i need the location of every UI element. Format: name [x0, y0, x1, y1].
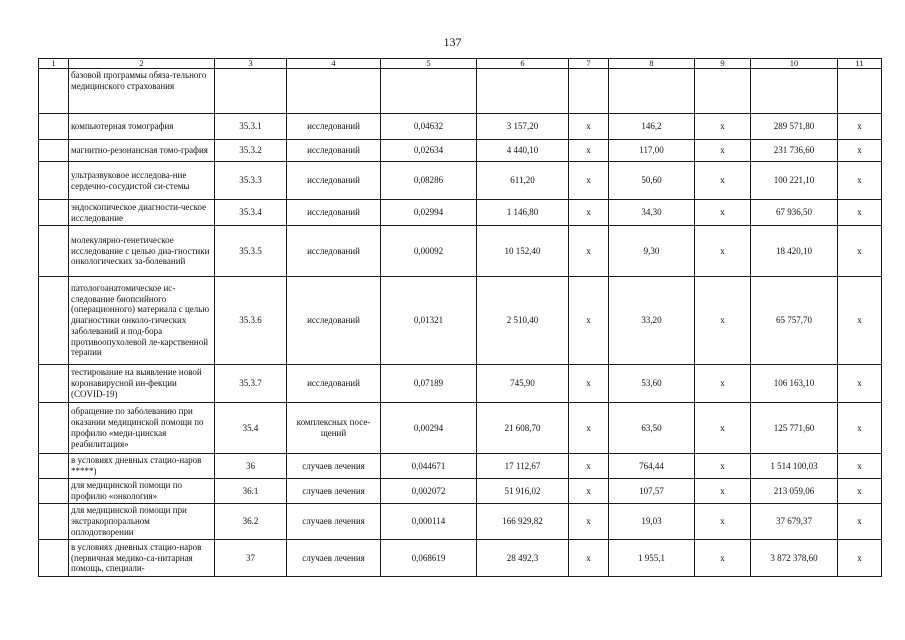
table-cell: 3 872 378,60: [751, 540, 838, 577]
header-row: [39, 59, 882, 69]
table-row: [39, 200, 882, 226]
table-cell: 231 736,60: [751, 140, 838, 162]
row-name-cell: ультразвуковое исследова-ние сердечно-сосудистой си-стемы: [69, 162, 215, 200]
table-cell: x: [838, 277, 882, 365]
row-name-cell: молекулярно-генетическое исследование с целью диа-гностики онкологических за-болеваний: [69, 226, 215, 277]
table-cell: исследований: [287, 140, 381, 162]
table-cell: x: [695, 540, 751, 577]
col-header: 11: [838, 59, 882, 69]
row-name-cell: в условиях дневных стацио-наров *****): [69, 454, 215, 479]
row-name-cell: компьютерная томография: [69, 114, 215, 140]
table-cell: [39, 277, 69, 365]
table-cell: [39, 479, 69, 504]
table-cell: случаев лечения: [287, 454, 381, 479]
table-cell: x: [838, 454, 882, 479]
table-cell: [39, 200, 69, 226]
data-table: [38, 58, 882, 577]
table-cell: исследований: [287, 277, 381, 365]
table-cell: 0,068619: [381, 540, 477, 577]
table-cell: x: [569, 277, 609, 365]
row-name-cell: обращение по заболеванию при оказании медицинской помощи по профилю «меди-цинская реабилитация»: [69, 403, 215, 454]
table-cell: [39, 69, 69, 114]
table-cell: x: [569, 454, 609, 479]
table-cell: [287, 69, 381, 114]
table-cell: 65 757,70: [751, 277, 838, 365]
table-row: [39, 114, 882, 140]
table-cell: 17 112,67: [477, 454, 569, 479]
table-cell: 63,50: [609, 403, 695, 454]
table-cell: 0,000114: [381, 504, 477, 540]
table-cell: 0,01321: [381, 277, 477, 365]
table-cell: [695, 69, 751, 114]
table-cell: x: [569, 226, 609, 277]
col-header: 1: [39, 59, 69, 69]
row-name-cell: в условиях дневных стацио-наров (первичная медико-са-нитарная помощь, специали-: [69, 540, 215, 577]
table-cell: x: [838, 226, 882, 277]
row-name-cell: магнитно-резонансная томо-графия: [69, 140, 215, 162]
row-name-cell: патологоанатомическое ис-следование биопсийного (операционного) материала с целью диагностики онколо-гических заболеваний и под-бора противоопухолевой ле-карственной терапии: [69, 277, 215, 365]
table-cell: 611,20: [477, 162, 569, 200]
table-cell: x: [838, 479, 882, 504]
table-cell: 745,90: [477, 365, 569, 403]
table-cell: 4 440,10: [477, 140, 569, 162]
table-cell: 166 929,82: [477, 504, 569, 540]
col-header: 7: [569, 59, 609, 69]
row-name-cell: эндоскопическое диагности-ческое исследование: [69, 200, 215, 226]
col-header: 9: [695, 59, 751, 69]
table-cell: 67 936,50: [751, 200, 838, 226]
table-cell: x: [569, 365, 609, 403]
table-cell: 36: [215, 454, 287, 479]
table-cell: x: [695, 454, 751, 479]
table-cell: x: [569, 162, 609, 200]
table-cell: 19,03: [609, 504, 695, 540]
table-row: [39, 162, 882, 200]
table-cell: 3 157,20: [477, 114, 569, 140]
table-cell: исследований: [287, 200, 381, 226]
table-cell: x: [838, 540, 882, 577]
table-cell: [381, 69, 477, 114]
table-cell: 10 152,40: [477, 226, 569, 277]
table-cell: [751, 69, 838, 114]
table-cell: исследований: [287, 162, 381, 200]
table-cell: [569, 69, 609, 114]
table-cell: x: [838, 365, 882, 403]
table-cell: 28 492,3: [477, 540, 569, 577]
table-cell: случаев лечения: [287, 479, 381, 504]
table-cell: [609, 69, 695, 114]
table-cell: 0,002072: [381, 479, 477, 504]
table-cell: 18 420,10: [751, 226, 838, 277]
table-cell: 35.3.5: [215, 226, 287, 277]
col-header: 10: [751, 59, 838, 69]
table-cell: x: [569, 140, 609, 162]
col-header: 2: [69, 59, 215, 69]
table-row: [39, 504, 882, 540]
table-cell: 53,60: [609, 365, 695, 403]
table-cell: x: [695, 504, 751, 540]
table-cell: 0,02634: [381, 140, 477, 162]
table-cell: [39, 162, 69, 200]
table-cell: x: [695, 114, 751, 140]
table-cell: 213 059,06: [751, 479, 838, 504]
row-name-cell: базовой программы обяза-тельного медицинского страхования: [69, 69, 215, 114]
table-cell: x: [695, 162, 751, 200]
table-cell: [39, 114, 69, 140]
table-cell: 34,30: [609, 200, 695, 226]
table-cell: [215, 69, 287, 114]
table-cell: x: [838, 504, 882, 540]
table-cell: 36.1: [215, 479, 287, 504]
table-row: [39, 403, 882, 454]
table-cell: [477, 69, 569, 114]
table-cell: исследований: [287, 226, 381, 277]
table-cell: 1 514 100,03: [751, 454, 838, 479]
table-cell: x: [695, 365, 751, 403]
table-cell: x: [838, 403, 882, 454]
table-cell: x: [569, 200, 609, 226]
table-cell: исследований: [287, 114, 381, 140]
table-cell: x: [695, 140, 751, 162]
table-row: [39, 226, 882, 277]
table-cell: 1 955,1: [609, 540, 695, 577]
table-cell: 2 510,40: [477, 277, 569, 365]
table-row: [39, 479, 882, 504]
col-header: 6: [477, 59, 569, 69]
table-cell: [39, 365, 69, 403]
table-cell: 0,08286: [381, 162, 477, 200]
col-header: 5: [381, 59, 477, 69]
table-cell: 100 221,10: [751, 162, 838, 200]
table-cell: 289 571,80: [751, 114, 838, 140]
table-cell: x: [838, 162, 882, 200]
table-cell: 35.3.6: [215, 277, 287, 365]
table-cell: случаев лечения: [287, 504, 381, 540]
table-cell: x: [569, 114, 609, 140]
table-cell: x: [838, 114, 882, 140]
table-cell: x: [695, 277, 751, 365]
table-cell: 21 608,70: [477, 403, 569, 454]
table-cell: 106 163,10: [751, 365, 838, 403]
table-cell: исследований: [287, 365, 381, 403]
table-cell: 36.2: [215, 504, 287, 540]
table-cell: 35.3.1: [215, 114, 287, 140]
table-cell: [39, 540, 69, 577]
table-cell: [39, 140, 69, 162]
table-cell: x: [569, 479, 609, 504]
table-cell: [39, 403, 69, 454]
table-cell: 35.3.2: [215, 140, 287, 162]
table-cell: 125 771,60: [751, 403, 838, 454]
col-header: 8: [609, 59, 695, 69]
table-cell: x: [838, 200, 882, 226]
table-cell: x: [695, 479, 751, 504]
table-cell: x: [695, 200, 751, 226]
table-row: [39, 540, 882, 577]
table-cell: 0,00294: [381, 403, 477, 454]
col-header: 4: [287, 59, 381, 69]
table-cell: x: [838, 140, 882, 162]
row-name-cell: тестирование на выявление новой коронавирусной ин-фекции (COVID-19): [69, 365, 215, 403]
table-row: [39, 140, 882, 162]
table-row: [39, 365, 882, 403]
table-cell: 37: [215, 540, 287, 577]
row-name-cell: для медицинской помощи при экстракорпоральном оплодотворении: [69, 504, 215, 540]
table-cell: [39, 226, 69, 277]
table-cell: 1 146,80: [477, 200, 569, 226]
table-cell: 764,44: [609, 454, 695, 479]
table-cell: 117,00: [609, 140, 695, 162]
table-cell: x: [569, 403, 609, 454]
table-cell: случаев лечения: [287, 540, 381, 577]
table-row: [39, 277, 882, 365]
table-cell: 9,30: [609, 226, 695, 277]
table-cell: x: [695, 403, 751, 454]
table-cell: 51 916,02: [477, 479, 569, 504]
table-cell: 146,2: [609, 114, 695, 140]
table-cell: x: [695, 226, 751, 277]
table-cell: комплексных посе-щений: [287, 403, 381, 454]
table-cell: [39, 504, 69, 540]
table-cell: 0,02994: [381, 200, 477, 226]
table-cell: 0,044671: [381, 454, 477, 479]
col-header: 3: [215, 59, 287, 69]
table-cell: 35.3.3: [215, 162, 287, 200]
table-cell: 33,20: [609, 277, 695, 365]
table-cell: x: [569, 504, 609, 540]
table-cell: 35.3.7: [215, 365, 287, 403]
table-cell: 0,00092: [381, 226, 477, 277]
table-cell: 107,57: [609, 479, 695, 504]
table-cell: [39, 454, 69, 479]
table-cell: 0,07189: [381, 365, 477, 403]
table-row: [39, 69, 882, 114]
table-cell: 35.4: [215, 403, 287, 454]
table-cell: [838, 69, 882, 114]
table-cell: 50,60: [609, 162, 695, 200]
table-cell: x: [569, 540, 609, 577]
table-cell: 0,04632: [381, 114, 477, 140]
table-cell: 37 679,37: [751, 504, 838, 540]
table-cell: 35.3.4: [215, 200, 287, 226]
page-number: 137: [443, 35, 462, 49]
row-name-cell: для медицинской помощи по профилю «онкология»: [69, 479, 215, 504]
table-row: [39, 454, 882, 479]
